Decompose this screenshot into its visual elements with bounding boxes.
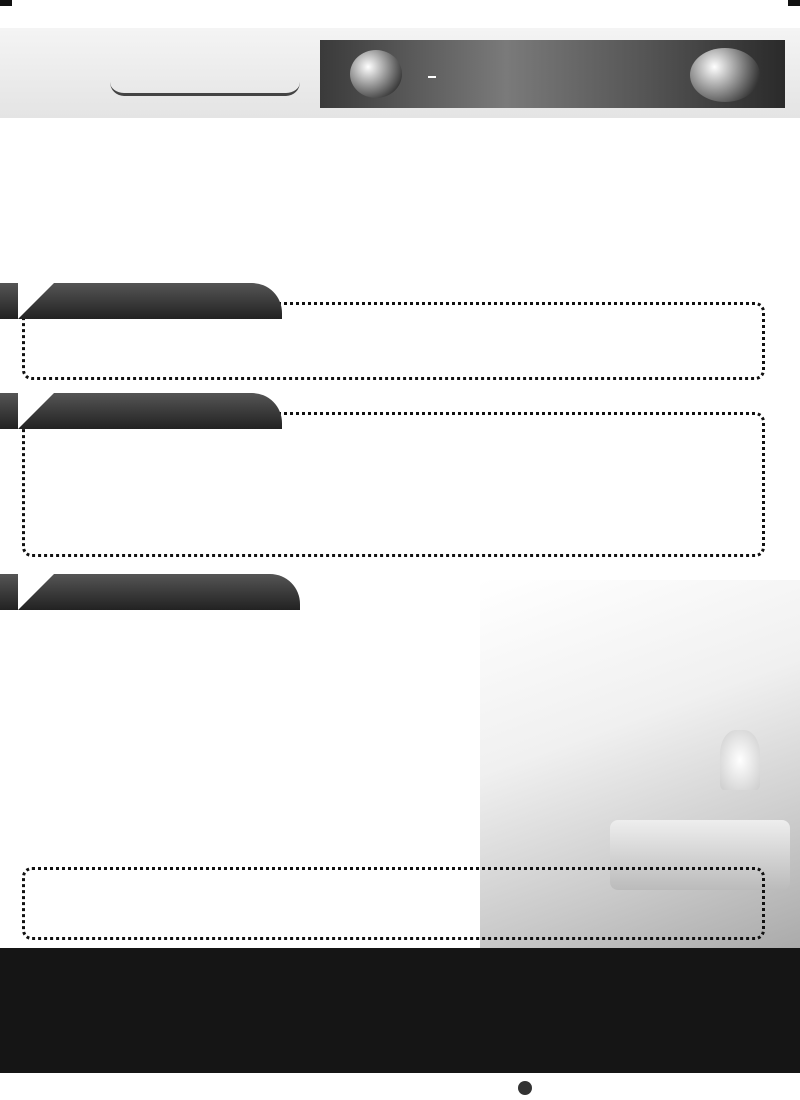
site-logo[interactable] xyxy=(70,42,310,102)
spring-contacts-box xyxy=(22,867,765,940)
section-title-beach xyxy=(0,393,282,429)
section-title-hot-spring xyxy=(0,574,300,610)
manager-contacts xyxy=(60,246,78,261)
logo-swoosh-icon xyxy=(110,82,300,96)
gem-ring-icon xyxy=(690,48,760,102)
ad-tag-left xyxy=(0,0,12,6)
gem-image-icon xyxy=(350,50,402,98)
footer-company-info xyxy=(0,948,800,1073)
section-title-hk-macau xyxy=(0,283,282,319)
lamp-icon xyxy=(720,730,760,790)
ad-tag-right xyxy=(788,0,800,6)
banner-store-name xyxy=(428,76,436,78)
edition-note xyxy=(515,1081,547,1095)
beach-box xyxy=(22,412,765,557)
ad-banner[interactable] xyxy=(320,40,785,108)
circle-logo-icon xyxy=(518,1081,532,1095)
bottom-strip xyxy=(0,1076,800,1100)
